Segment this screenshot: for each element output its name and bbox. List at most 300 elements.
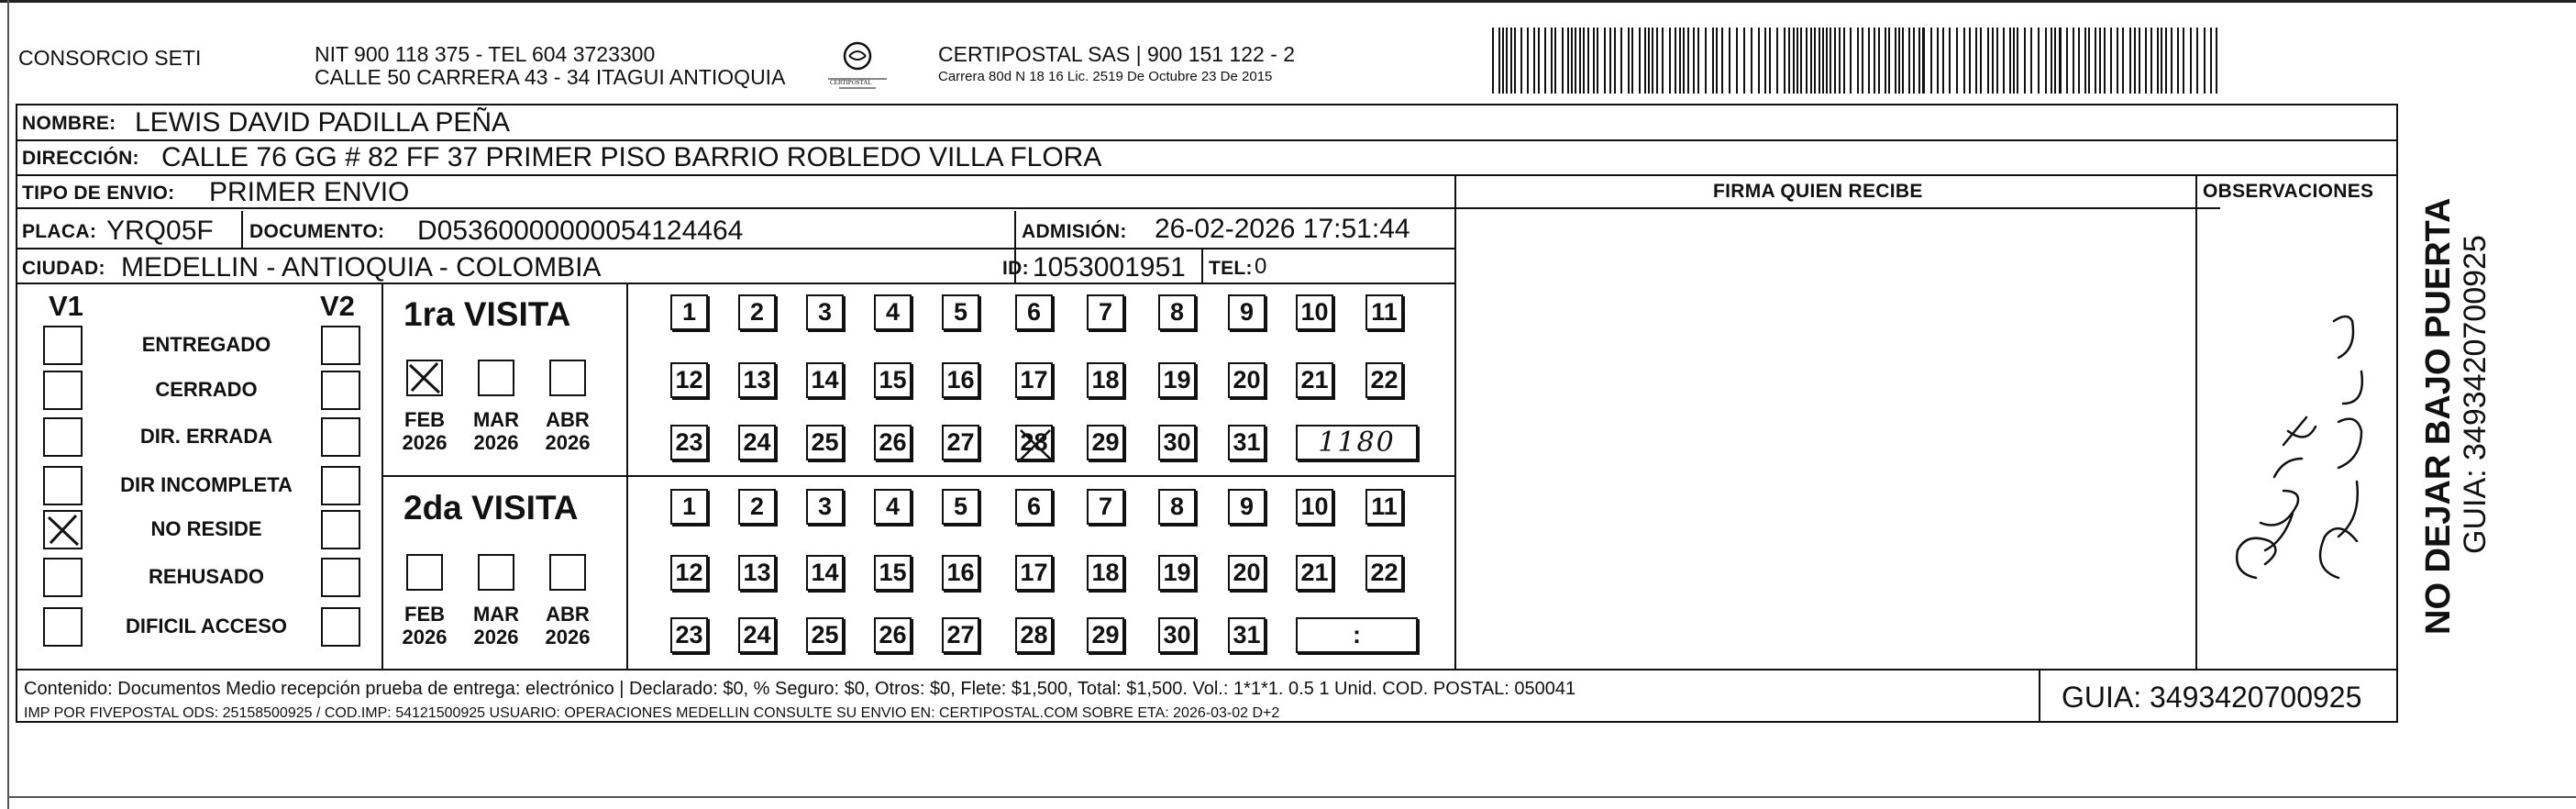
day-number: 22 [1370, 559, 1399, 586]
barcode-bar [2145, 28, 2147, 94]
day-number: 28 [1020, 428, 1048, 456]
first-visit-day-8[interactable] [1158, 294, 1196, 330]
barcode-bar [1878, 28, 1880, 94]
day-number: 24 [743, 621, 771, 648]
second-visit-day-23[interactable] [670, 617, 708, 653]
day-number: 5 [953, 493, 968, 520]
day-number: 7 [1098, 298, 1113, 326]
barcode-bar [2059, 28, 2062, 94]
certipostal-line: CERTIPOSTAL SAS | 900 151 122 - 2 [938, 42, 1296, 66]
day-number: 26 [879, 428, 907, 456]
second-visit-day-4[interactable] [874, 489, 912, 525]
first-visit-day-11[interactable] [1365, 294, 1403, 330]
barcode-bar [1502, 28, 1504, 94]
second-visit-month-checkbox[interactable] [478, 554, 514, 591]
barcode-bar [2196, 28, 2198, 94]
barcode-bar [1898, 28, 1900, 94]
col-divider [2396, 104, 2398, 723]
top-edge-line [0, 0, 2576, 3]
second-visit-day-21[interactable] [1296, 555, 1333, 591]
barcode-bar [2088, 28, 2090, 94]
second-visit-day-27[interactable] [942, 617, 979, 653]
barcode-bar [1736, 28, 1738, 94]
first-visit-time-box[interactable] [1296, 425, 1418, 460]
barcode-bar [1956, 28, 1958, 94]
tel-value: 0 [1255, 254, 1267, 279]
day-number: 23 [675, 428, 703, 456]
barcode-bar [1597, 28, 1598, 94]
second-visit-day-3[interactable] [806, 489, 844, 525]
barcode-bar [2017, 28, 2018, 94]
barcode-bar [1969, 28, 1971, 94]
day-number: 19 [1163, 559, 1191, 586]
v2-checkbox-cerrado[interactable] [321, 371, 360, 410]
v1-checkbox-entregado[interactable] [43, 326, 83, 365]
first-visit-day-13[interactable] [738, 362, 776, 398]
day-number: 15 [879, 366, 907, 393]
col-divider [1454, 174, 1456, 669]
nit-line: NIT 900 118 375 - TEL 604 3723300 [315, 42, 656, 66]
barcode-bar [1850, 28, 1852, 94]
second-visit-day-28[interactable] [1015, 617, 1053, 653]
day-number: 31 [1233, 428, 1261, 456]
barcode-bar [1987, 28, 1989, 94]
second-visit-day-30[interactable] [1158, 617, 1196, 653]
barcode-bar [2045, 28, 2047, 94]
day-number: 1 [681, 493, 697, 520]
barcode-bar [1913, 28, 1915, 94]
barcode-bar [1895, 28, 1896, 94]
month-label: MAR 2026 [472, 603, 520, 649]
second-visit-day-17[interactable] [1015, 555, 1053, 591]
first-visit-day-18[interactable] [1087, 362, 1124, 398]
second-visit-day-7[interactable] [1087, 489, 1124, 525]
barcode-bar [1874, 28, 1875, 94]
second-visit-day-31[interactable] [1228, 617, 1266, 653]
row-divider [16, 248, 1454, 249]
barcode-bar [1716, 28, 1718, 94]
check-mark-icon [406, 360, 443, 396]
barcode-bar [1819, 28, 1820, 94]
v1-checkbox-dir-incompleta[interactable] [43, 466, 83, 505]
first-visit-day-3[interactable] [806, 294, 844, 330]
day-number: 3 [817, 298, 833, 326]
barcode-bar [1758, 28, 1760, 94]
barcode-bar [1679, 28, 1681, 94]
barcode-bar [1669, 28, 1671, 94]
day-number: 2 [749, 298, 765, 326]
id-value: 1053001951 [1033, 252, 1186, 283]
second-visit-day-18[interactable] [1087, 555, 1124, 591]
first-visit-day-15[interactable] [874, 362, 912, 398]
barcode-bar [1583, 28, 1585, 94]
first-visit-month-checkbox[interactable] [478, 360, 514, 396]
first-visit-day-25[interactable] [806, 425, 844, 460]
barcode-bar [1937, 28, 1939, 94]
barcode-bar [1764, 28, 1766, 94]
day-number: 21 [1300, 366, 1329, 393]
barcode-bar [2210, 28, 2212, 94]
barcode-bar [2171, 28, 2172, 94]
day-number: 30 [1163, 621, 1191, 648]
second-visit-day-13[interactable] [738, 555, 776, 591]
barcode-bar [1567, 28, 1569, 94]
barcode-bar [1992, 28, 1994, 94]
col-divider [2039, 670, 2040, 723]
v1-checkbox-dir-errada[interactable] [43, 417, 83, 457]
placa-label: PLACA: [22, 221, 97, 242]
barcode-bar [2009, 28, 2011, 94]
barcode-bar [1963, 28, 1965, 94]
barcode-bar [1652, 28, 1653, 94]
second-visit-day-20[interactable] [1228, 555, 1266, 591]
first-visit-day-29[interactable] [1087, 425, 1124, 460]
month-label: FEB 2026 [402, 408, 448, 455]
barcode-bar [1656, 28, 1658, 94]
barcode-bar [1996, 28, 1998, 94]
first-visit-day-27[interactable] [942, 425, 979, 460]
barcode-bar [2177, 28, 2179, 94]
day-number: 8 [1169, 493, 1185, 520]
barcode-bar [2073, 28, 2074, 94]
barcode-icon [1492, 28, 2221, 94]
logo-text: CERTIPOSTAL [830, 79, 872, 86]
row-divider [16, 207, 2220, 209]
admision-label: ADMISIÓN: [1022, 221, 1127, 242]
second-visit-day-12[interactable] [670, 555, 708, 591]
barcode-bar [2038, 28, 2040, 94]
tipo-envio-value: PRIMER ENVIO [209, 177, 410, 207]
first-visit-day-7[interactable] [1087, 294, 1124, 330]
documento-label: DOCUMENTO: [249, 221, 385, 242]
barcode-bar [1593, 28, 1595, 94]
barcode-bar [2054, 28, 2056, 94]
first-visit-day-6[interactable] [1015, 294, 1053, 330]
v2-checkbox-dir-errada[interactable] [321, 417, 360, 457]
day-number: 18 [1091, 366, 1120, 393]
second-visit-day-5[interactable] [942, 489, 979, 525]
second-visit-month-checkbox[interactable] [406, 554, 443, 591]
status-option-label: CERRADO [155, 378, 258, 401]
barcode-bar [1942, 28, 1944, 94]
ciudad-label: CIUDAD: [22, 258, 105, 279]
barcode-bar [1751, 28, 1752, 94]
barcode-bar [1527, 28, 1529, 94]
second-visit-day-16[interactable] [942, 555, 979, 591]
first-visit-day-2[interactable] [738, 294, 776, 330]
barcode-bar [1839, 28, 1841, 94]
barcode-bar [2104, 28, 2106, 94]
barcode-bar [1769, 28, 1771, 94]
day-number: 25 [811, 428, 839, 456]
barcode-bar [2117, 28, 2118, 94]
first-visit-day-10[interactable] [1296, 294, 1333, 330]
barcode-bar [2110, 28, 2112, 94]
barcode-bar [1712, 28, 1714, 94]
first-visit-day-1[interactable] [670, 294, 708, 330]
v1-checkbox-rehusado[interactable] [43, 558, 83, 597]
barcode-bar [2183, 28, 2184, 94]
first-visit-day-5[interactable] [942, 294, 979, 330]
barcode-bar [2129, 28, 2131, 94]
day-number: 27 [946, 621, 975, 648]
barcode-bar [1538, 28, 1540, 94]
tipo-envio-label: TIPO DE ENVIO: [22, 183, 175, 204]
barcode-bar [2003, 28, 2005, 94]
barcode-bar [1544, 28, 1546, 94]
first-visit-day-21[interactable] [1296, 362, 1333, 398]
barcode-bar [1885, 28, 1886, 94]
barcode-bar [1705, 28, 1707, 94]
day-number: 13 [743, 559, 771, 586]
barcode-bar [1662, 28, 1664, 94]
barcode-bar [2165, 28, 2167, 94]
barcode-bar [1902, 28, 1904, 94]
v2-checkbox-rehusado[interactable] [321, 558, 360, 597]
status-option-label: DIR INCOMPLETA [120, 473, 293, 496]
barcode-bar [1949, 28, 1951, 94]
barcode-bar [2099, 28, 2101, 94]
status-option-label: DIFICIL ACCESO [125, 615, 287, 637]
day-number: 24 [743, 428, 771, 456]
first-visit-day-24[interactable] [738, 425, 776, 460]
barcode-bar [1810, 28, 1812, 94]
second-visit-day-1[interactable] [670, 489, 708, 525]
first-visit-title: 1ra VISITA [404, 295, 571, 333]
second-visit-day-22[interactable] [1365, 555, 1403, 591]
barcode-bar [2139, 28, 2140, 94]
address-line: CALLE 50 CARRERA 43 - 34 ITAGUI ANTIOQUIA [315, 65, 786, 89]
second-visit-day-10[interactable] [1296, 489, 1333, 525]
nombre-label: NOMBRE: [22, 113, 116, 134]
first-visit-month-checkbox[interactable] [549, 360, 586, 396]
barcode-bar [1743, 28, 1745, 94]
check-mark-icon [1017, 427, 1055, 462]
day-number: 12 [675, 559, 703, 586]
barcode-bar [1510, 28, 1512, 94]
barcode-bar [2204, 28, 2206, 94]
day-number: 8 [1169, 298, 1185, 326]
v1-checkbox-no-reside[interactable] [43, 510, 83, 549]
barcode-bar [2134, 28, 2136, 94]
barcode-bar [1644, 28, 1646, 94]
barcode-bar [1918, 28, 1920, 94]
day-number: 6 [1026, 298, 1042, 326]
first-visit-day-14[interactable] [806, 362, 844, 398]
day-number: 2 [749, 493, 765, 520]
day-number: 23 [675, 621, 703, 648]
barcode-bar [2030, 28, 2032, 94]
v2-checkbox-dificil-acceso[interactable] [321, 607, 360, 647]
ciudad-value: MEDELLIN - ANTIOQUIA - COLOMBIA [121, 252, 602, 283]
barcode-bar [1648, 28, 1650, 94]
barcode-bar [1857, 28, 1859, 94]
barcode-bar [2078, 28, 2080, 94]
barcode-bar [1533, 28, 1535, 94]
day-number: 17 [1020, 366, 1048, 393]
day-number: 29 [1091, 621, 1120, 648]
barcode-bar [1614, 28, 1616, 94]
check-mark-icon [45, 512, 82, 549]
day-number: 16 [946, 366, 975, 393]
barcode-bar [1554, 28, 1556, 94]
row-divider [381, 475, 1454, 477]
day-number: 31 [1233, 621, 1261, 648]
barcode-bar [1579, 28, 1581, 94]
barcode-bar [2190, 28, 2192, 94]
second-visit-day-11[interactable] [1365, 489, 1403, 525]
day-number: 25 [811, 621, 839, 648]
day-number: 20 [1233, 366, 1261, 393]
barcode-bar [1506, 28, 1508, 94]
first-visit-day-22[interactable] [1365, 362, 1403, 398]
second-visit-day-14[interactable] [806, 555, 844, 591]
v1-checkbox-dificil-acceso[interactable] [43, 607, 83, 647]
barcode-bar [1975, 28, 1977, 94]
day-number: 5 [953, 298, 968, 326]
second-visit-day-29[interactable] [1087, 617, 1124, 653]
barcode-bar [1520, 28, 1522, 94]
day-number: 17 [1020, 559, 1048, 586]
guia-vertical: GUIA: 3493420700925 [2458, 235, 2493, 554]
barcode-bar [1784, 28, 1786, 94]
bottom-edge-line [7, 796, 2576, 798]
first-visit-day-23[interactable] [670, 425, 708, 460]
first-visit-day-9[interactable] [1228, 294, 1266, 330]
first-visit-day-17[interactable] [1015, 362, 1053, 398]
first-visit-day-4[interactable] [874, 294, 912, 330]
row-divider [16, 283, 1454, 284]
day-number: 28 [1020, 621, 1048, 648]
barcode-bar [1492, 28, 1494, 94]
col-divider [241, 211, 243, 248]
barcode-bar [1729, 28, 1730, 94]
day-number: 18 [1091, 559, 1120, 586]
barcode-bar [1498, 28, 1500, 94]
barcode-bar [1776, 28, 1778, 94]
day-number: 14 [811, 559, 839, 586]
barcode [1492, 28, 2221, 94]
direccion-label: DIRECCIÓN: [22, 148, 139, 169]
day-number: 13 [743, 366, 771, 393]
first-visit-day-28[interactable] [1015, 425, 1053, 460]
day-number: 27 [946, 428, 975, 456]
day-number: 10 [1300, 298, 1329, 326]
first-visit-day-31[interactable] [1228, 425, 1266, 460]
barcode-bar [1868, 28, 1870, 94]
direccion-value: CALLE 76 GG # 82 FF 37 PRIMER PISO BARRIO ROBLEDO VILLA FLORA [161, 142, 1102, 172]
day-number: 19 [1163, 366, 1191, 393]
first-visit-day-16[interactable] [942, 362, 979, 398]
row-divider [16, 174, 2398, 176]
barcode-bar [1562, 28, 1564, 94]
first-visit-day-26[interactable] [874, 425, 912, 460]
barcode-bar [1514, 28, 1516, 94]
first-visit-day-20[interactable] [1228, 362, 1266, 398]
second-visit-day-2[interactable] [738, 489, 776, 525]
first-visit-day-19[interactable] [1158, 362, 1196, 398]
first-visit-day-12[interactable] [670, 362, 708, 398]
admision-value: 26-02-2026 17:51:44 [1155, 214, 1410, 244]
day-number: 20 [1233, 559, 1261, 586]
second-visit-day-26[interactable] [874, 617, 912, 653]
second-visit-day-24[interactable] [738, 617, 776, 653]
barcode-bar [1551, 28, 1553, 94]
barcode-bar [1609, 28, 1611, 94]
barcode-bar [1571, 28, 1573, 94]
left-edge-line [7, 0, 9, 809]
no-dejar-bajo-puerta: NO DEJAR BAJO PUERTA [2419, 197, 2458, 635]
tel-label: TEL: [1209, 258, 1253, 279]
license-line: Carrera 80d N 18 16 Lic. 2519 De Octubre 23 De 2015 [938, 69, 1273, 84]
row-divider [16, 669, 2398, 670]
first-visit-day-30[interactable] [1158, 425, 1196, 460]
barcode-bar [1814, 28, 1816, 94]
status-option-label: REHUSADO [149, 565, 264, 588]
footer-guia: GUIA: 3493420700925 [2062, 681, 2362, 714]
v2-checkbox-entregado[interactable] [321, 326, 360, 365]
day-number: 4 [885, 493, 901, 520]
second-visit-day-19[interactable] [1158, 555, 1196, 591]
row-divider [16, 139, 2398, 141]
barcode-bar [1631, 28, 1633, 94]
second-visit-month-checkbox[interactable] [549, 554, 586, 591]
month-label: FEB 2026 [402, 603, 448, 649]
barcode-bar [1687, 28, 1689, 94]
barcode-bar [1930, 28, 1932, 94]
status-option-label: DIR. ERRADA [139, 425, 273, 448]
month-label: ABR 2026 [545, 408, 591, 455]
barcode-bar [2095, 28, 2096, 94]
second-visit-day-6[interactable] [1015, 489, 1053, 525]
barcode-bar [1575, 28, 1576, 94]
barcode-bar [1620, 28, 1622, 94]
v2-checkbox-dir-incompleta[interactable] [321, 466, 360, 505]
nombre-value: LEWIS DAVID PADILLA PEÑA [135, 107, 511, 138]
second-visit-time-box[interactable] [1296, 617, 1418, 653]
barcode-bar [2122, 28, 2124, 94]
day-number: 6 [1026, 493, 1042, 520]
second-visit-day-8[interactable] [1158, 489, 1196, 525]
v1-checkbox-cerrado[interactable] [43, 371, 83, 410]
month-label: MAR 2026 [472, 408, 520, 455]
day-number: 14 [811, 366, 839, 393]
barcode-bar [1862, 28, 1863, 94]
first-visit-month-checkbox[interactable] [406, 360, 443, 396]
barcode-bar [1806, 28, 1808, 94]
col-divider [2195, 174, 2197, 669]
day-number: 4 [885, 298, 901, 326]
day-number: 16 [946, 559, 975, 586]
barcode-bar [1830, 28, 1831, 94]
v2-checkbox-no-reside[interactable] [321, 510, 360, 549]
second-visit-day-15[interactable] [874, 555, 912, 591]
second-visit-day-25[interactable] [806, 617, 844, 653]
day-number: 10 [1300, 493, 1329, 520]
day-number: 3 [817, 493, 833, 520]
barcode-bar [2150, 28, 2152, 94]
barcode-bar [2161, 28, 2162, 94]
barcode-bar [1908, 28, 1910, 94]
day-number: 15 [879, 559, 907, 586]
barcode-bar [1628, 28, 1630, 94]
second-visit-day-9[interactable] [1228, 489, 1266, 525]
barcode-bar [1693, 28, 1695, 94]
footer-print-line: IMP POR FIVEPOSTAL ODS: 25158500925 / COD.IMP: 54121500925 USUARIO: OPERACIONES MEDELLIN CONSULTE SU ENVIO EN: CERTIPOSTAL.COM SOBRE ETA: 2026-03-02 D+2 [24, 705, 1280, 721]
certipostal-logo [821, 40, 894, 92]
day-number: 11 [1371, 298, 1398, 326]
firma-header: FIRMA QUIEN RECIBE [1713, 181, 1923, 202]
